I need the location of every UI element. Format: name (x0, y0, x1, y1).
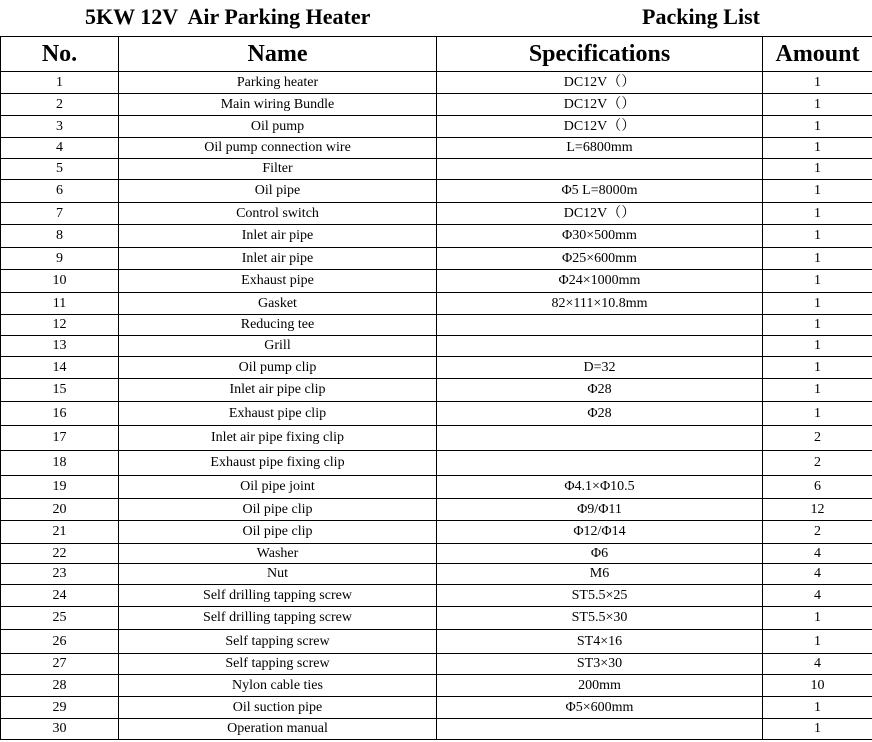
cell-name: Nylon cable ties (119, 675, 437, 697)
cell-amount: 2 (763, 426, 872, 451)
cell-name: Oil pump (119, 116, 437, 138)
cell-name: Inlet air pipe fixing clip (119, 426, 437, 451)
cell-amount: 12 (763, 499, 872, 521)
cell-no: 28 (1, 675, 119, 697)
cell-no: 2 (1, 94, 119, 116)
cell-name: Oil pump connection wire (119, 138, 437, 159)
table-row (1, 426, 872, 451)
cell-specification: ST4×16 (437, 630, 763, 654)
table-row (1, 270, 872, 293)
cell-name: Filter (119, 159, 437, 180)
cell-no: 25 (1, 607, 119, 630)
table-row (1, 203, 872, 225)
cell-amount: 1 (763, 94, 872, 116)
packing-list-title: Packing List (642, 4, 760, 29)
cell-no: 13 (1, 336, 119, 357)
column-header-amount: Amount (763, 37, 872, 72)
cell-no: 20 (1, 499, 119, 521)
cell-name: Gasket (119, 293, 437, 315)
cell-name: Nut (119, 564, 437, 585)
cell-no: 22 (1, 544, 119, 564)
table-row (1, 357, 872, 379)
table-row (1, 138, 872, 159)
column-header-no: No. (1, 37, 119, 72)
table-row (1, 116, 872, 138)
cell-no: 16 (1, 402, 119, 426)
cell-name: Oil pipe clip (119, 499, 437, 521)
cell-specification (437, 426, 763, 451)
cell-name: Oil pipe (119, 180, 437, 203)
cell-name: Operation manual (119, 719, 437, 740)
cell-specification (437, 159, 763, 180)
title-bar (0, 0, 872, 36)
cell-amount: 1 (763, 270, 872, 293)
cell-name: Control switch (119, 203, 437, 225)
cell-name: Washer (119, 544, 437, 564)
cell-name: Grill (119, 336, 437, 357)
cell-amount: 1 (763, 293, 872, 315)
cell-name: Oil pipe joint (119, 476, 437, 499)
cell-no: 18 (1, 451, 119, 476)
cell-amount: 1 (763, 248, 872, 270)
cell-no: 14 (1, 357, 119, 379)
table-row (1, 499, 872, 521)
cell-no: 11 (1, 293, 119, 315)
cell-name: Oil suction pipe (119, 697, 437, 719)
cell-name: Exhaust pipe clip (119, 402, 437, 426)
cell-amount: 1 (763, 203, 872, 225)
cell-no: 10 (1, 270, 119, 293)
cell-amount: 1 (763, 225, 872, 248)
cell-specification: 200mm (437, 675, 763, 697)
cell-specification: D=32 (437, 357, 763, 379)
cell-no: 29 (1, 697, 119, 719)
cell-amount: 1 (763, 607, 872, 630)
cell-amount: 1 (763, 116, 872, 138)
cell-name: Self tapping screw (119, 630, 437, 654)
cell-specification: DC12V（） (437, 94, 763, 116)
table-row (1, 336, 872, 357)
cell-amount: 1 (763, 379, 872, 402)
cell-specification (437, 451, 763, 476)
cell-name: Oil pipe clip (119, 521, 437, 544)
table-row (1, 402, 872, 426)
table-row (1, 248, 872, 270)
cell-no: 30 (1, 719, 119, 740)
cell-no: 26 (1, 630, 119, 654)
table-row (1, 521, 872, 544)
cell-name: Reducing tee (119, 315, 437, 336)
cell-no: 8 (1, 225, 119, 248)
cell-no: 1 (1, 72, 119, 94)
cell-specification (437, 719, 763, 740)
document-title: 5KW 12V Air Parking Heater (85, 4, 371, 29)
table-row (1, 225, 872, 248)
cell-amount: 4 (763, 564, 872, 585)
cell-no: 23 (1, 564, 119, 585)
cell-amount: 1 (763, 719, 872, 740)
cell-name: Exhaust pipe fixing clip (119, 451, 437, 476)
table-row (1, 607, 872, 630)
cell-no: 4 (1, 138, 119, 159)
cell-no: 21 (1, 521, 119, 544)
cell-no: 6 (1, 180, 119, 203)
cell-amount: 1 (763, 697, 872, 719)
cell-specification: Φ12/Φ14 (437, 521, 763, 544)
cell-name: Self tapping screw (119, 654, 437, 675)
cell-specification (437, 315, 763, 336)
cell-amount: 1 (763, 336, 872, 357)
cell-specification: DC12V（） (437, 116, 763, 138)
table-row (1, 675, 872, 697)
cell-name: Parking heater (119, 72, 437, 94)
cell-specification: Φ6 (437, 544, 763, 564)
table-row (1, 544, 872, 564)
packing-list-table (0, 36, 872, 740)
cell-specification: ST5.5×30 (437, 607, 763, 630)
table-row (1, 654, 872, 675)
cell-name: Inlet air pipe (119, 248, 437, 270)
cell-specification: Φ4.1×Φ10.5 (437, 476, 763, 499)
cell-specification: ST5.5×25 (437, 585, 763, 607)
cell-no: 5 (1, 159, 119, 180)
cell-name: Self drilling tapping screw (119, 585, 437, 607)
cell-amount: 2 (763, 521, 872, 544)
cell-specification: Φ25×600mm (437, 248, 763, 270)
cell-name: Inlet air pipe clip (119, 379, 437, 402)
cell-amount: 4 (763, 654, 872, 675)
table-row (1, 379, 872, 402)
cell-specification: Φ30×500mm (437, 225, 763, 248)
cell-specification: DC12V（） (437, 72, 763, 94)
table-row (1, 697, 872, 719)
cell-no: 17 (1, 426, 119, 451)
cell-amount: 4 (763, 585, 872, 607)
cell-specification: DC12V（） (437, 203, 763, 225)
cell-no: 15 (1, 379, 119, 402)
cell-specification: Φ28 (437, 379, 763, 402)
table-row (1, 585, 872, 607)
cell-amount: 1 (763, 357, 872, 379)
cell-amount: 1 (763, 315, 872, 336)
cell-amount: 1 (763, 402, 872, 426)
cell-specification: Φ5×600mm (437, 697, 763, 719)
cell-specification: ST3×30 (437, 654, 763, 675)
cell-amount: 2 (763, 451, 872, 476)
cell-specification (437, 336, 763, 357)
cell-no: 12 (1, 315, 119, 336)
cell-name: Main wiring Bundle (119, 94, 437, 116)
table-row (1, 293, 872, 315)
cell-no: 19 (1, 476, 119, 499)
cell-no: 27 (1, 654, 119, 675)
table-row (1, 451, 872, 476)
cell-name: Self drilling tapping screw (119, 607, 437, 630)
cell-no: 3 (1, 116, 119, 138)
cell-amount: 1 (763, 138, 872, 159)
cell-amount: 4 (763, 544, 872, 564)
cell-specification: L=6800mm (437, 138, 763, 159)
cell-specification: Φ24×1000mm (437, 270, 763, 293)
table-row (1, 159, 872, 180)
table-header-row (1, 37, 872, 72)
cell-amount: 10 (763, 675, 872, 697)
cell-no: 9 (1, 248, 119, 270)
column-header-specifications: Specifications (437, 37, 763, 72)
table-row (1, 94, 872, 116)
cell-amount: 6 (763, 476, 872, 499)
cell-amount: 1 (763, 72, 872, 94)
table-row (1, 315, 872, 336)
cell-no: 24 (1, 585, 119, 607)
table-row (1, 72, 872, 94)
table-row (1, 630, 872, 654)
cell-specification: Φ5 L=8000m (437, 180, 763, 203)
cell-specification: 82×111×10.8mm (437, 293, 763, 315)
table-row (1, 564, 872, 585)
table-row (1, 180, 872, 203)
cell-amount: 1 (763, 180, 872, 203)
column-header-name: Name (119, 37, 437, 72)
cell-amount: 1 (763, 630, 872, 654)
cell-specification: Φ9/Φ11 (437, 499, 763, 521)
table-row (1, 719, 872, 740)
cell-name: Inlet air pipe (119, 225, 437, 248)
cell-specification: Φ28 (437, 402, 763, 426)
table-row (1, 476, 872, 499)
cell-no: 7 (1, 203, 119, 225)
cell-amount: 1 (763, 159, 872, 180)
cell-name: Exhaust pipe (119, 270, 437, 293)
cell-specification: M6 (437, 564, 763, 585)
cell-name: Oil pump clip (119, 357, 437, 379)
